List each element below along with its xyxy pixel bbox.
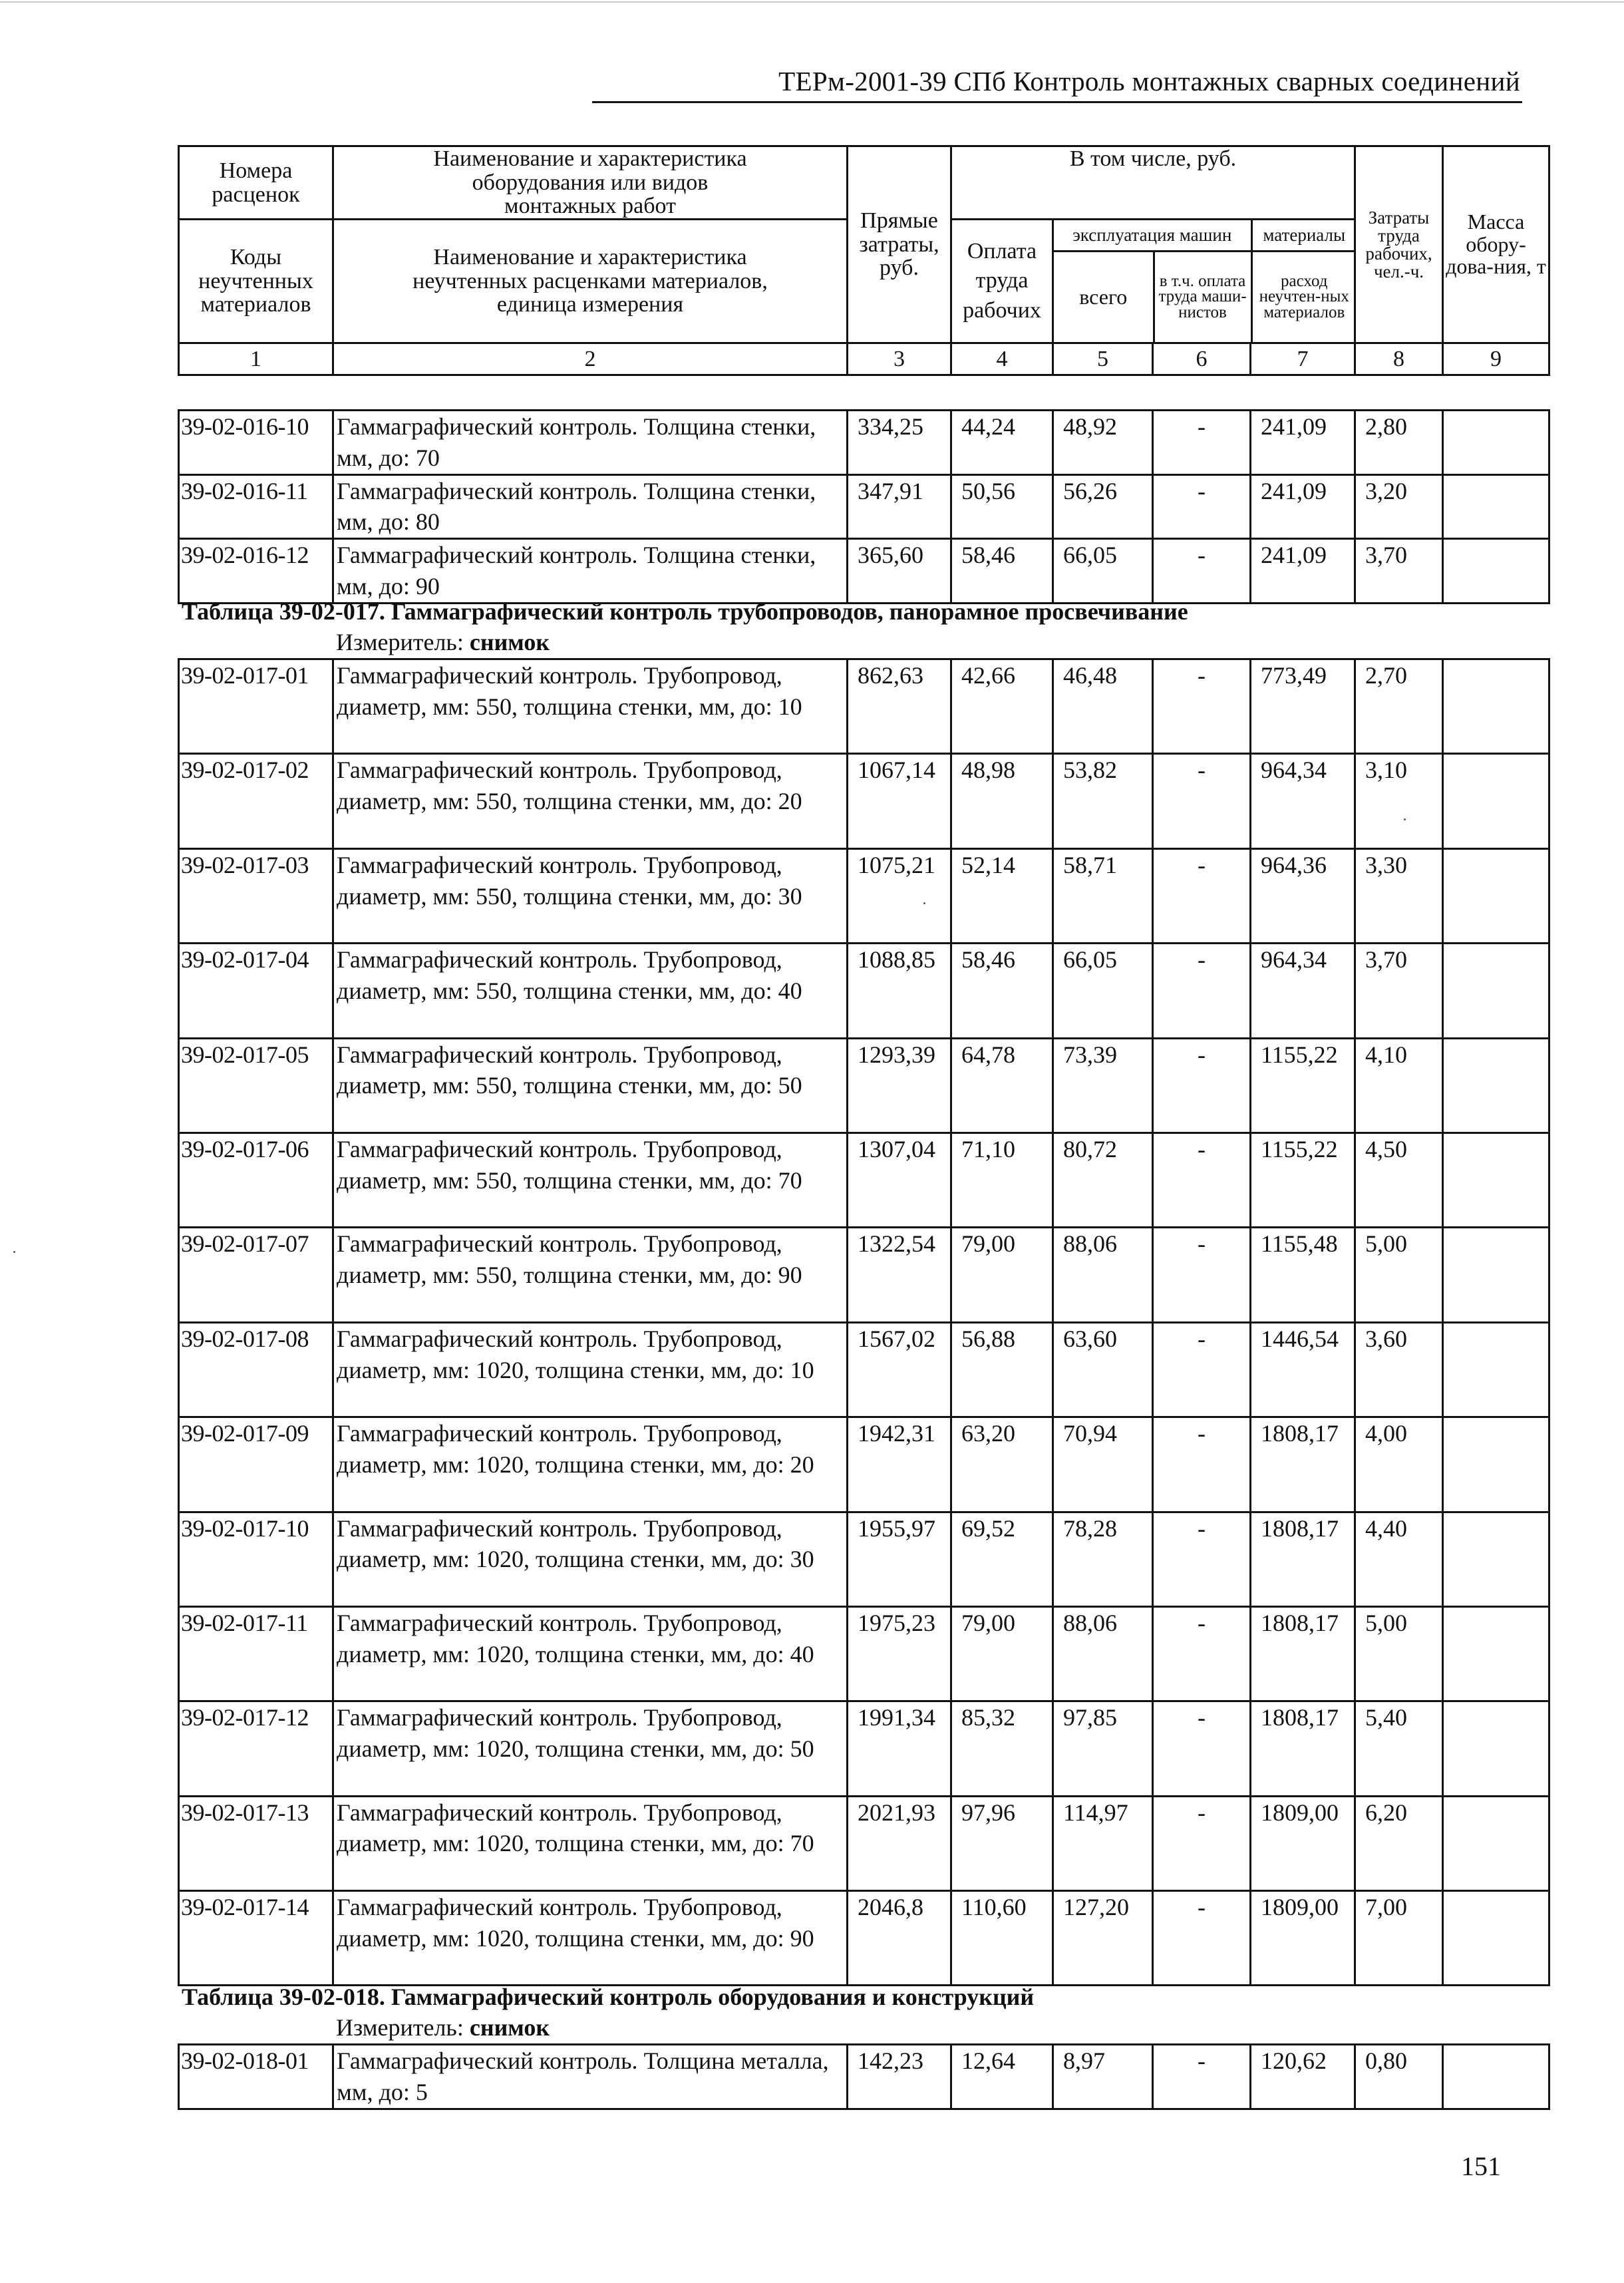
- rate-name: Гаммаграфический контроль. Трубопровод, диаметр, мм: 1020, толщина стенки, мм, до: 50: [333, 1701, 848, 1796]
- header-c1-top: Номера расценок: [179, 146, 333, 220]
- equipment-mass: [1443, 2045, 1549, 2109]
- machinist-pay: -: [1153, 1701, 1251, 1796]
- material-cost: 964,34: [1251, 944, 1355, 1038]
- rate-name: Гаммаграфический контроль. Трубопровод, диаметр, мм: 1020, толщина стенки, мм, до: 90: [333, 1891, 848, 1986]
- equipment-mass: [1443, 1038, 1549, 1133]
- material-cost: 1808,17: [1251, 1417, 1355, 1512]
- scan-speck: [923, 902, 925, 904]
- measure-label: Измеритель:: [336, 629, 464, 655]
- machine-cost: 56,26: [1053, 474, 1153, 539]
- equipment-mass: [1443, 848, 1549, 943]
- labor-hours: 3,60: [1355, 1322, 1443, 1417]
- header-subgroup: [1053, 220, 1355, 343]
- table-row: [179, 1038, 1549, 1133]
- rate-code: 39-02-017-02: [179, 754, 333, 848]
- rate-name: Гаммаграфический контроль. Трубопровод, диаметр, мм: 550, толщина стенки, мм, до: 70: [333, 1133, 848, 1227]
- material-cost: 241,09: [1251, 411, 1355, 475]
- table-row: [179, 1796, 1549, 1890]
- rate-code: 39-02-016-12: [179, 539, 333, 604]
- direct-cost: 1075,21: [848, 848, 951, 943]
- direct-cost: 862,63: [848, 659, 951, 754]
- equipment-mass: [1443, 944, 1549, 1038]
- direct-cost: 1322,54: [848, 1228, 951, 1322]
- measure-unit: снимок: [469, 2014, 550, 2041]
- table-017-caption: Таблица 39-02-017. Гаммаграфический контроль трубопроводов, панорамное просвечивание: [182, 598, 1188, 625]
- header-c5: всего: [1054, 251, 1154, 342]
- labor-hours: 4,10: [1355, 1038, 1443, 1133]
- machinist-pay: -: [1153, 1512, 1251, 1606]
- machine-cost: 66,05: [1053, 944, 1153, 1038]
- rate-name: Гаммаграфический контроль. Трубопровод, диаметр, мм: 1020, толщина стенки, мм, до: 20: [333, 1417, 848, 1512]
- equipment-mass: [1443, 1606, 1549, 1701]
- scan-speck: [1404, 818, 1406, 820]
- header-c7: расход неучтен-ных материалов: [1251, 251, 1356, 342]
- rates-table-018: [178, 2043, 1550, 2110]
- table-row: [179, 539, 1549, 604]
- equipment-mass: [1443, 1322, 1549, 1417]
- column-header-table: [178, 145, 1550, 376]
- labor-hours: 2,80: [1355, 411, 1443, 475]
- table-row: [179, 848, 1549, 943]
- table-row: [179, 1891, 1549, 1986]
- table-row: [179, 659, 1549, 754]
- table-row: [179, 754, 1549, 848]
- rate-code: 39-02-017-05: [179, 1038, 333, 1133]
- header-num-6: 6: [1153, 343, 1251, 375]
- measure-label: Измеритель:: [336, 2014, 464, 2041]
- labor-hours: 3,10: [1355, 754, 1443, 848]
- labor-hours: 5,40: [1355, 1701, 1443, 1796]
- rate-code: 39-02-017-04: [179, 944, 333, 1038]
- rate-name: Гаммаграфический контроль. Трубопровод, диаметр, мм: 1020, толщина стенки, мм, до: 70: [333, 1796, 848, 1890]
- machine-cost: 66,05: [1053, 539, 1153, 604]
- header-num-9: 9: [1443, 343, 1549, 375]
- machinist-pay: -: [1153, 474, 1251, 539]
- table-row: [179, 1228, 1549, 1322]
- machinist-pay: -: [1153, 539, 1251, 604]
- material-cost: 1446,54: [1251, 1322, 1355, 1417]
- rate-name: Гаммаграфический контроль. Трубопровод, диаметр, мм: 550, толщина стенки, мм, до: 30: [333, 848, 848, 943]
- equipment-mass: [1443, 1512, 1549, 1606]
- labor-pay: 85,32: [951, 1701, 1053, 1796]
- material-cost: 964,36: [1251, 848, 1355, 943]
- rates-table-016: [178, 409, 1550, 604]
- labor-hours: 3,20: [1355, 474, 1443, 539]
- labor-hours: 4,40: [1355, 1512, 1443, 1606]
- labor-hours: 3,70: [1355, 539, 1443, 604]
- rate-code: 39-02-017-11: [179, 1606, 333, 1701]
- material-cost: 1808,17: [1251, 1606, 1355, 1701]
- rate-name: Гаммаграфический контроль. Толщина стенки, мм, до: 80: [333, 474, 848, 539]
- direct-cost: 1991,34: [848, 1701, 951, 1796]
- machinist-pay: -: [1153, 411, 1251, 475]
- header-num-5: 5: [1053, 343, 1153, 375]
- rates-table-017: [178, 658, 1550, 1986]
- material-cost: 241,09: [1251, 539, 1355, 604]
- labor-pay: 64,78: [951, 1038, 1053, 1133]
- labor-pay: 79,00: [951, 1606, 1053, 1701]
- rate-code: 39-02-017-03: [179, 848, 333, 943]
- machinist-pay: -: [1153, 1417, 1251, 1512]
- machinist-pay: -: [1153, 2045, 1251, 2109]
- labor-hours: 3,30: [1355, 848, 1443, 943]
- rate-code: 39-02-017-01: [179, 659, 333, 754]
- labor-pay: 12,64: [951, 2045, 1053, 2109]
- machine-cost: 70,94: [1053, 1417, 1153, 1512]
- rate-code: 39-02-018-01: [179, 2045, 333, 2109]
- labor-pay: 63,20: [951, 1417, 1053, 1512]
- labor-pay: 48,98: [951, 754, 1053, 848]
- machine-cost: 63,60: [1053, 1322, 1153, 1417]
- rate-name: Гаммаграфический контроль. Трубопровод, диаметр, мм: 1020, толщина стенки, мм, до: 10: [333, 1322, 848, 1417]
- labor-hours: 7,00: [1355, 1891, 1443, 1986]
- rate-name: Гаммаграфический контроль. Толщина стенки, мм, до: 90: [333, 539, 848, 604]
- material-cost: 1808,17: [1251, 1701, 1355, 1796]
- table-row: [179, 1512, 1549, 1606]
- material-cost: 964,34: [1251, 754, 1355, 848]
- direct-cost: 1975,23: [848, 1606, 951, 1701]
- header-c1-bottom: Коды неучтенных материалов: [179, 220, 333, 343]
- rate-code: 39-02-017-10: [179, 1512, 333, 1606]
- rate-name: Гаммаграфический контроль. Толщина металла, мм, до: 5: [333, 2045, 848, 2109]
- machinist-pay: -: [1153, 848, 1251, 943]
- table-row: [179, 1133, 1549, 1227]
- labor-hours: 5,00: [1355, 1228, 1443, 1322]
- equipment-mass: [1443, 1701, 1549, 1796]
- equipment-mass: [1443, 1228, 1549, 1322]
- material-cost: 1155,22: [1251, 1038, 1355, 1133]
- material-cost: 241,09: [1251, 474, 1355, 539]
- header-c4: Оплата труда рабочих: [951, 220, 1053, 343]
- machine-cost: 80,72: [1053, 1133, 1153, 1227]
- machinist-pay: -: [1153, 1228, 1251, 1322]
- machine-cost: 127,20: [1053, 1891, 1153, 1986]
- direct-cost: 1942,31: [848, 1417, 951, 1512]
- direct-cost: 2021,93: [848, 1796, 951, 1890]
- header-rule: [592, 101, 1522, 103]
- machinist-pay: -: [1153, 1796, 1251, 1890]
- labor-pay: 42,66: [951, 659, 1053, 754]
- labor-pay: 58,46: [951, 539, 1053, 604]
- machine-cost: 73,39: [1053, 1038, 1153, 1133]
- equipment-mass: [1443, 539, 1549, 604]
- machine-cost: 114,97: [1053, 1796, 1153, 1890]
- labor-pay: 97,96: [951, 1796, 1053, 1890]
- labor-pay: 79,00: [951, 1228, 1053, 1322]
- material-cost: 773,49: [1251, 659, 1355, 754]
- rate-code: 39-02-017-06: [179, 1133, 333, 1227]
- machine-cost: 53,82: [1053, 754, 1153, 848]
- page-number: 151: [1461, 2151, 1501, 2181]
- header-num-8: 8: [1355, 343, 1443, 375]
- rate-code: 39-02-016-10: [179, 411, 333, 475]
- labor-pay: 52,14: [951, 848, 1053, 943]
- equipment-mass: [1443, 474, 1549, 539]
- table-row: [179, 411, 1549, 475]
- machine-cost: 58,71: [1053, 848, 1153, 943]
- table-row: [179, 1322, 1549, 1417]
- machine-cost: 8,97: [1053, 2045, 1153, 2109]
- machine-cost: 97,85: [1053, 1701, 1153, 1796]
- direct-cost: 1067,14: [848, 754, 951, 848]
- rate-code: 39-02-017-08: [179, 1322, 333, 1417]
- rate-name: Гаммаграфический контроль. Трубопровод, диаметр, мм: 550, толщина стенки, мм, до: 40: [333, 944, 848, 1038]
- material-cost: 1809,00: [1251, 1891, 1355, 1986]
- machine-cost: 78,28: [1053, 1512, 1153, 1606]
- direct-cost: 1293,39: [848, 1038, 951, 1133]
- direct-cost: 334,25: [848, 411, 951, 475]
- machine-cost: 88,06: [1053, 1606, 1153, 1701]
- material-cost: 1155,22: [1251, 1133, 1355, 1227]
- rate-code: 39-02-017-09: [179, 1417, 333, 1512]
- rate-code: 39-02-017-13: [179, 1796, 333, 1890]
- header-num-1: 1: [179, 343, 333, 375]
- rate-code: 39-02-016-11: [179, 474, 333, 539]
- table-row: [179, 1701, 1549, 1796]
- header-incl: В том числе, руб.: [951, 146, 1355, 220]
- header-num-7: 7: [1251, 343, 1355, 375]
- direct-cost: 347,91: [848, 474, 951, 539]
- labor-pay: 50,56: [951, 474, 1053, 539]
- labor-pay: 58,46: [951, 944, 1053, 1038]
- rate-name: Гаммаграфический контроль. Толщина стенки, мм, до: 70: [333, 411, 848, 475]
- direct-cost: 2046,8: [848, 1891, 951, 1986]
- labor-pay: 110,60: [951, 1891, 1053, 1986]
- rate-code: 39-02-017-14: [179, 1891, 333, 1986]
- machinist-pay: -: [1153, 1322, 1251, 1417]
- equipment-mass: [1443, 754, 1549, 848]
- material-cost: 1809,00: [1251, 1796, 1355, 1890]
- machinist-pay: -: [1153, 944, 1251, 1038]
- machinist-pay: -: [1153, 1891, 1251, 1986]
- equipment-mass: [1443, 411, 1549, 475]
- material-cost: 120,62: [1251, 2045, 1355, 2109]
- scan-edge-line: [0, 1, 1624, 3]
- header-c3: Прямые затраты, руб.: [848, 146, 951, 343]
- machine-cost: 88,06: [1053, 1228, 1153, 1322]
- direct-cost: 1307,04: [848, 1133, 951, 1227]
- equipment-mass: [1443, 1796, 1549, 1890]
- labor-pay: 69,52: [951, 1512, 1053, 1606]
- scan-speck: [13, 1251, 15, 1253]
- labor-hours: 4,00: [1355, 1417, 1443, 1512]
- header-c9: Масса обору-дова-ния, т: [1443, 146, 1549, 343]
- direct-cost: 365,60: [848, 539, 951, 604]
- rate-name: Гаммаграфический контроль. Трубопровод, диаметр, мм: 550, толщина стенки, мм, до: 10: [333, 659, 848, 754]
- direct-cost: 1955,97: [848, 1512, 951, 1606]
- table-018-caption: Таблица 39-02-018. Гаммаграфический контроль оборудования и конструкций: [182, 1984, 1035, 2010]
- material-cost: 1808,17: [1251, 1512, 1355, 1606]
- header-c8: Затраты труда рабочих, чел.-ч.: [1355, 146, 1443, 343]
- header-num-2: 2: [333, 343, 848, 375]
- labor-hours: 3,70: [1355, 944, 1443, 1038]
- labor-pay: 44,24: [951, 411, 1053, 475]
- labor-hours: 6,20: [1355, 1796, 1443, 1890]
- rate-name: Гаммаграфический контроль. Трубопровод, диаметр, мм: 1020, толщина стенки, мм, до: 40: [333, 1606, 848, 1701]
- table-row: [179, 474, 1549, 539]
- labor-hours: 4,50: [1355, 1133, 1443, 1227]
- measure-unit: снимок: [469, 629, 550, 655]
- table-row: [179, 1606, 1549, 1701]
- rate-code: 39-02-017-12: [179, 1701, 333, 1796]
- header-num-4: 4: [951, 343, 1053, 375]
- material-cost: 1155,48: [1251, 1228, 1355, 1322]
- table-017-measure: [336, 628, 550, 656]
- machinist-pay: -: [1153, 659, 1251, 754]
- direct-cost: 1088,85: [848, 944, 951, 1038]
- direct-cost: 142,23: [848, 2045, 951, 2109]
- equipment-mass: [1443, 1417, 1549, 1512]
- rate-code: 39-02-017-07: [179, 1228, 333, 1322]
- machinist-pay: -: [1153, 754, 1251, 848]
- rate-name: Гаммаграфический контроль. Трубопровод, диаметр, мм: 550, толщина стенки, мм, до: 90: [333, 1228, 848, 1322]
- header-c2-bottom: Наименование и характеристика неучтенных расценками материалов, единица измерения: [333, 220, 848, 343]
- labor-hours: 2,70: [1355, 659, 1443, 754]
- equipment-mass: [1443, 659, 1549, 754]
- table-018-measure: [336, 2014, 550, 2041]
- header-c2-top: Наименование и характеристика оборудования или видов монтажных работ: [333, 146, 848, 220]
- machine-cost: 46,48: [1053, 659, 1153, 754]
- equipment-mass: [1443, 1133, 1549, 1227]
- rate-name: Гаммаграфический контроль. Трубопровод, диаметр, мм: 1020, толщина стенки, мм, до: 30: [333, 1512, 848, 1606]
- machinist-pay: -: [1153, 1606, 1251, 1701]
- rate-name: Гаммаграфический контроль. Трубопровод, диаметр, мм: 550, толщина стенки, мм, до: 20: [333, 754, 848, 848]
- running-header: ТЕРм-2001-39 СПб Контроль монтажных сварных соединений: [778, 66, 1520, 96]
- table-row: [179, 1417, 1549, 1512]
- header-materials: материалы: [1251, 220, 1356, 251]
- header-num-3: 3: [848, 343, 951, 375]
- machine-cost: 48,92: [1053, 411, 1153, 475]
- labor-pay: 71,10: [951, 1133, 1053, 1227]
- machinist-pay: -: [1153, 1133, 1251, 1227]
- direct-cost: 1567,02: [848, 1322, 951, 1417]
- rate-name: Гаммаграфический контроль. Трубопровод, диаметр, мм: 550, толщина стенки, мм, до: 50: [333, 1038, 848, 1133]
- table-row: [179, 2045, 1549, 2109]
- table-row: [179, 944, 1549, 1038]
- labor-pay: 56,88: [951, 1322, 1053, 1417]
- equipment-mass: [1443, 1891, 1549, 1986]
- machinist-pay: -: [1153, 1038, 1251, 1133]
- labor-hours: 5,00: [1355, 1606, 1443, 1701]
- header-c6: в т.ч. оплата труда маши-нистов: [1154, 251, 1251, 342]
- labor-hours: 0,80: [1355, 2045, 1443, 2109]
- header-machines: эксплуатация машин: [1054, 220, 1251, 251]
